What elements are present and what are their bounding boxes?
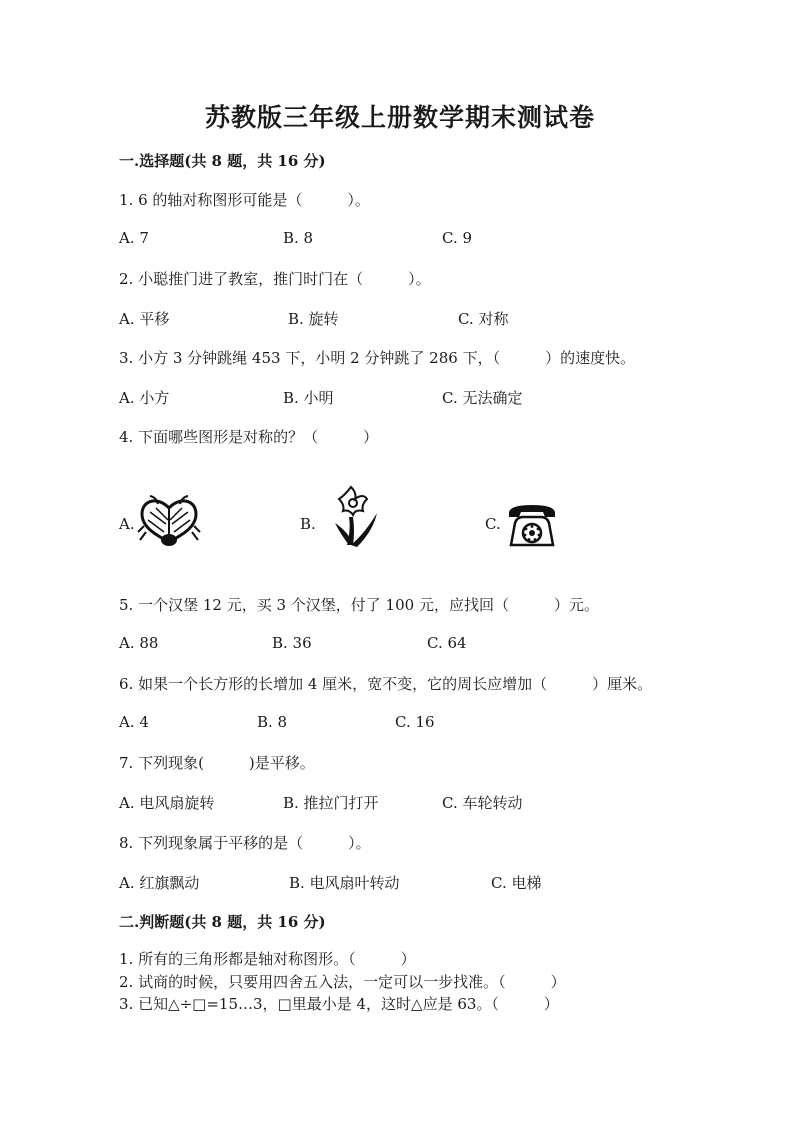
q2-option-c[interactable]: C. 对称: [458, 310, 509, 328]
q5-option-b[interactable]: B. 36: [272, 634, 312, 652]
q6-option-a[interactable]: A. 4: [119, 713, 149, 731]
judgment-item-1: 1. 所有的三角形都是轴对称图形。（ ）: [119, 950, 416, 968]
section-heading-choice: 一.选择题(共 8 题，共 16 分): [119, 152, 326, 170]
q5-option-a[interactable]: A. 88: [119, 634, 159, 652]
question-4: 4. 下面哪些图形是对称的？（ ）: [119, 428, 379, 446]
insect-icon: [136, 494, 202, 550]
section-heading-judgment: 二.判断题(共 8 题，共 16 分): [119, 913, 326, 931]
question-1: 1. 6 的轴对称图形可能是（ ）。: [119, 191, 370, 209]
question-3: 3. 小方 3 分钟跳绳 453 下，小明 2 分钟跳了 286 下，（ ）的速度快。: [119, 349, 636, 367]
q3-option-c[interactable]: C. 无法确定: [442, 389, 523, 407]
q7-option-c[interactable]: C. 车轮转动: [442, 794, 523, 812]
page-title: 苏教版三年级上册数学期末测试卷: [204, 103, 595, 132]
question-8: 8. 下列现象属于平移的是（ ）。: [119, 834, 371, 852]
q3-option-b[interactable]: B. 小明: [283, 389, 334, 407]
q2-option-b[interactable]: B. 旋转: [288, 310, 339, 328]
q6-option-b[interactable]: B. 8: [257, 713, 288, 731]
judgment-item-2: 2. 试商的时候，只要用四舍五入法，一定可以一步找准。（ ）: [119, 973, 566, 991]
q8-option-c[interactable]: C. 电梯: [491, 874, 542, 892]
q7-option-b[interactable]: B. 推拉门打开: [283, 794, 379, 812]
q4-option-a[interactable]: A.: [119, 515, 135, 533]
q2-option-a[interactable]: A. 平移: [119, 310, 170, 328]
question-6: 6. 如果一个长方形的长增加 4 厘米，宽不变，它的周长应增加（ ）厘米。: [119, 675, 653, 693]
q6-option-c[interactable]: C. 16: [395, 713, 435, 731]
q1-option-b[interactable]: B. 8: [283, 229, 314, 247]
q7-option-a[interactable]: A. 电风扇旋转: [119, 794, 215, 812]
q5-option-c[interactable]: C. 64: [427, 634, 467, 652]
question-7: 7. 下列现象( )是平移。: [119, 754, 315, 772]
question-2: 2. 小聪推门进了教室，推门时门在（ ）。: [119, 270, 431, 288]
q4-option-b[interactable]: B.: [300, 515, 316, 533]
judgment-item-3: 3. 已知△÷□=15…3，□里最小是 4，这时△应是 63。（ ）: [119, 995, 559, 1013]
daffodil-flower-icon: [325, 483, 383, 549]
question-5: 5. 一个汉堡 12 元，买 3 个汉堡，付了 100 元，应找回（ ）元。: [119, 596, 599, 614]
q8-option-b[interactable]: B. 电风扇叶转动: [289, 874, 400, 892]
q1-option-a[interactable]: A. 7: [119, 229, 149, 247]
q8-option-a[interactable]: A. 红旗飘动: [119, 874, 200, 892]
rotary-telephone-icon: [505, 503, 559, 549]
q1-option-c[interactable]: C. 9: [442, 229, 473, 247]
q4-option-c[interactable]: C.: [485, 515, 501, 533]
q3-option-a[interactable]: A. 小方: [119, 389, 170, 407]
